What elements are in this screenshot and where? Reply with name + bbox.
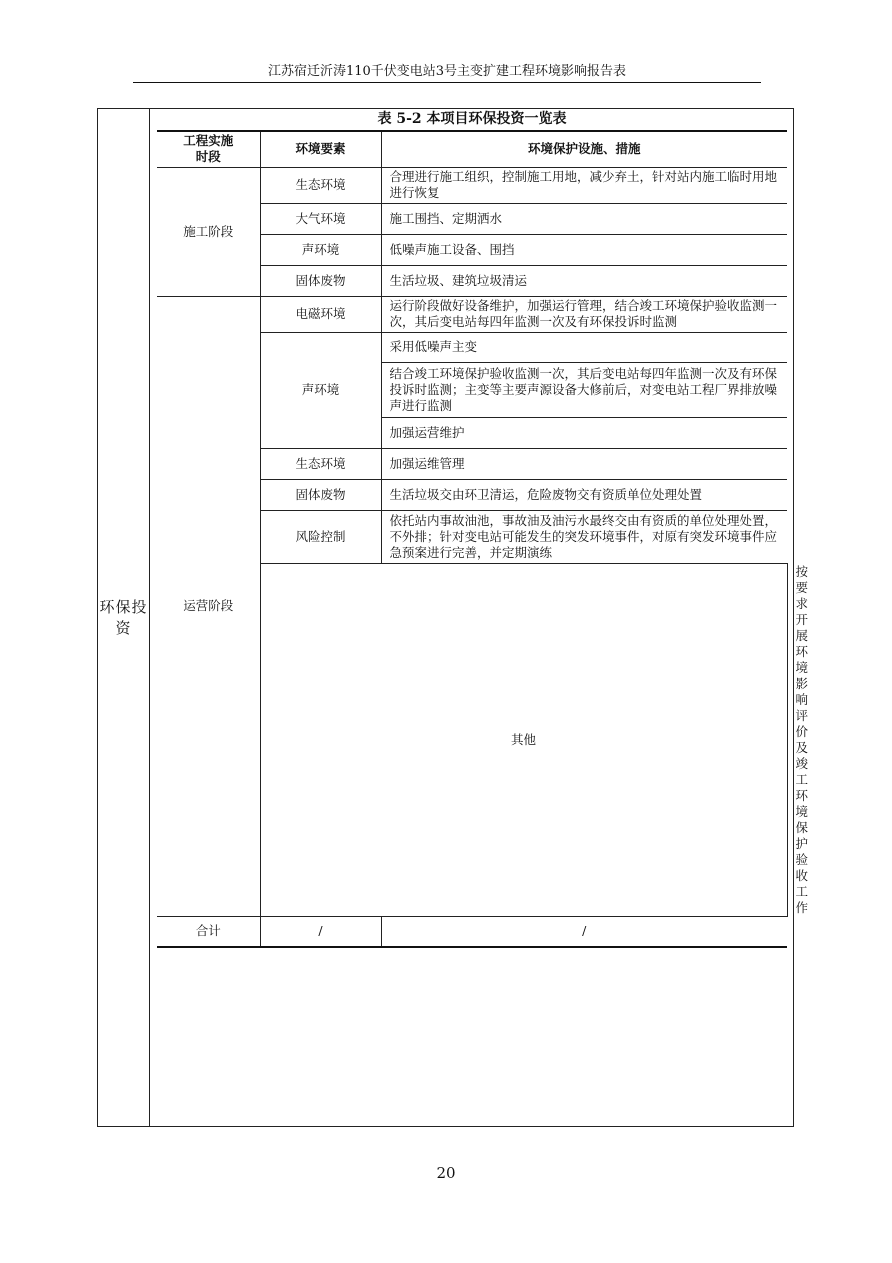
column-header-element: 环境要素	[260, 131, 381, 167]
table-header-row	[157, 131, 787, 167]
running-header: 江苏宿迁沂涛110千伏变电站3号主变扩建工程环境影响报告表	[267, 64, 627, 79]
column-header-phase: 工程实施时段	[157, 131, 260, 167]
measure-cell: 运行阶段做好设备维护，加强运行管理，结合竣工环境保护验收监测一次，其后变电站每四年监测一次及有环保投诉时监测	[381, 296, 787, 332]
total-row	[157, 916, 787, 947]
header-rule	[133, 82, 761, 83]
total-measure-cell: /	[381, 916, 787, 947]
investment-table	[157, 130, 809, 948]
element-cell: 声环境	[260, 332, 381, 448]
page-number: 20	[436, 1164, 456, 1182]
element-cell: 生态环境	[260, 448, 381, 479]
total-label-cell: 合计	[157, 916, 260, 947]
measure-cell: 生活垃圾、建筑垃圾清运	[381, 265, 787, 296]
element-cell: 电磁环境	[260, 296, 381, 332]
table-row	[157, 296, 787, 332]
element-cell: 声环境	[260, 234, 381, 265]
measure-cell: 低噪声施工设备、围挡	[381, 234, 787, 265]
element-cell: 生态环境	[260, 167, 381, 203]
measure-cell: 加强运维管理	[381, 448, 787, 479]
element-cell: 大气环境	[260, 203, 381, 234]
measure-cell: 合理进行施工组织，控制施工用地，减少弃土，针对站内施工临时用地进行恢复	[381, 167, 787, 203]
table-row	[157, 167, 787, 203]
measure-cell: 施工围挡、定期洒水	[381, 203, 787, 234]
measure-cell: 加强运营维护	[381, 417, 787, 448]
left-column-divider	[149, 108, 150, 1127]
phase-cell-operation: 运营阶段	[157, 296, 260, 916]
measure-cell: 采用低噪声主变	[381, 332, 787, 362]
total-element-cell: /	[260, 916, 381, 947]
other-label-cell: 其他	[260, 563, 787, 916]
measure-cell: 依托站内事故油池，事故油及油污水最终交由有资质的单位处理处置，不外排；针对变电站可能发生的突发环境事件，对原有突发环境事件应急预案进行完善，并定期演练	[381, 510, 787, 563]
section-label: 环保投资	[99, 598, 148, 637]
element-cell: 固体废物	[260, 479, 381, 510]
phase-cell-construction: 施工阶段	[157, 167, 260, 296]
element-cell: 固体废物	[260, 265, 381, 296]
element-cell: 风险控制	[260, 510, 381, 563]
measure-cell: 结合竣工环境保护验收监测一次，其后变电站每四年监测一次及有环保投诉时监测；主变等主要声源设备大修前后，对变电站工程厂界排放噪声进行监测	[381, 362, 787, 417]
table-row: 其他 按要求开展环境影响评价及竣工环境保护验收工作	[157, 563, 787, 916]
measure-cell: 生活垃圾交由环卫清运，危险废物交有资质单位处理处置	[381, 479, 787, 510]
table-title: 表 5-2 本项目环保投资一览表	[377, 111, 567, 127]
column-header-measures: 环境保护设施、措施	[381, 131, 787, 167]
